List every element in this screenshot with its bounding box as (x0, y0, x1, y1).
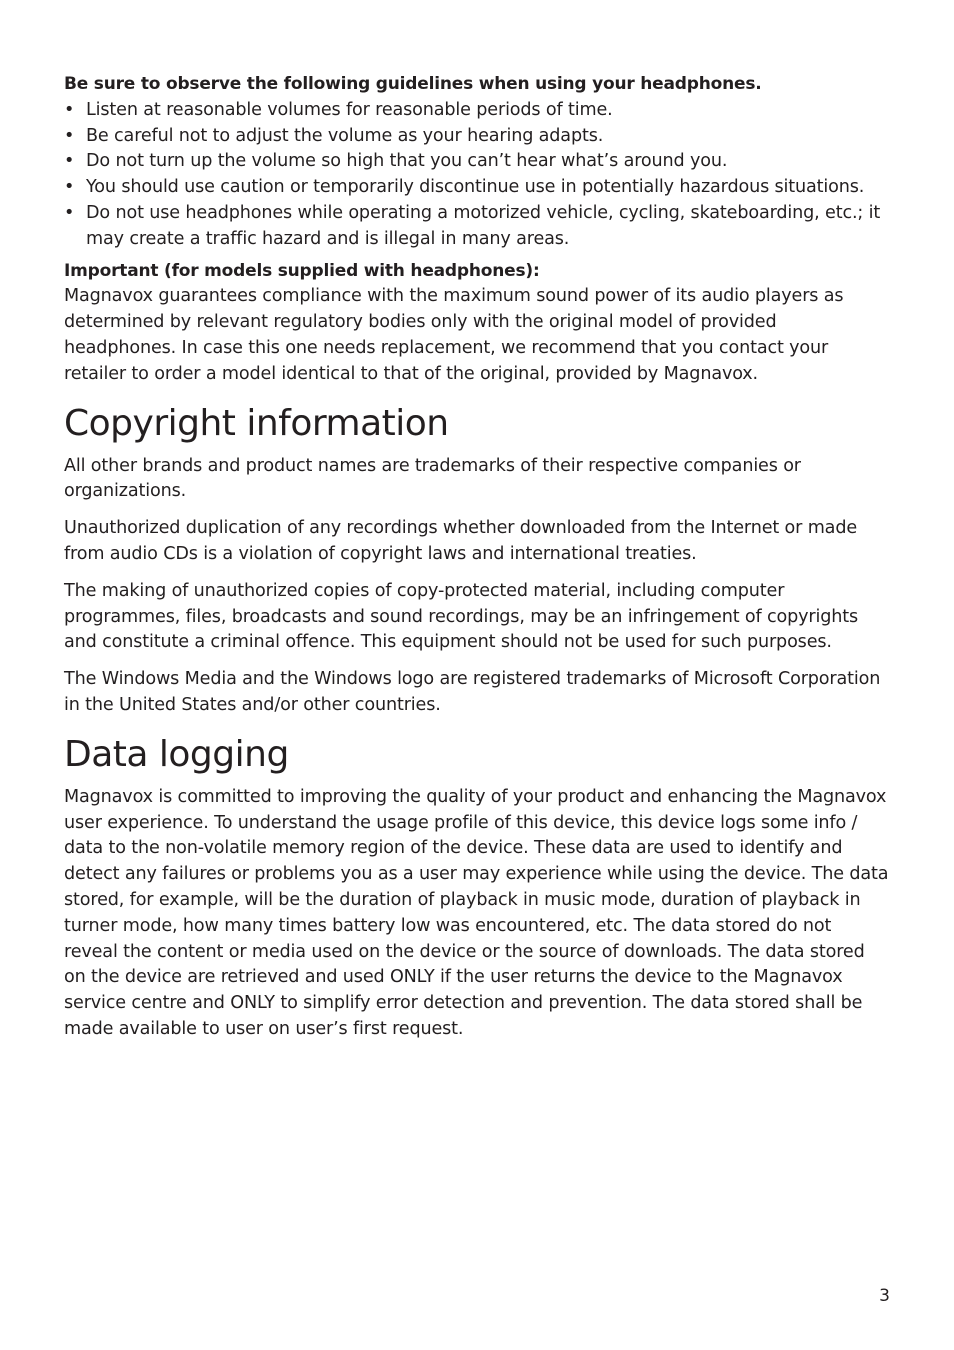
guideline-text: You should use caution or temporarily discontinue use in potentially hazardous situations. (86, 177, 865, 198)
copyright-paragraph: The making of unauthorized copies of copy-protected material, including computer programmes, files, broadcasts and sound recordings, may be an infringement of copyrights and constitute a criminal offence. This equipment should not be used for such purposes. (64, 580, 859, 653)
bullet-glyph: • (64, 99, 75, 120)
bullet-glyph: • (64, 125, 75, 146)
guideline-text: Be careful not to adjust the volume as your hearing adapts. (86, 125, 604, 146)
bullet-glyph: • (64, 151, 75, 172)
guidelines-list (64, 98, 890, 253)
guideline-item (64, 124, 890, 150)
guideline-text: Do not turn up the volume so high that you can’t hear what’s around you. (86, 151, 728, 172)
data-logging-text: Magnavox is committed to improving the quality of your product and enhancing the Magnavox user experience. To understand the usage profile of this device, this device logs some info / data to the non-volatile memory region of the device. These data are used to identify and detect any failures or problems you as a user may experience while using the device. The data stored, for example, will be the duration of playback in music mode, duration of playback in turner mode, how many times battery low was encountered, etc. The data stored do not reveal the content or media used on the device or the source of downloads. The data stored on the device are retrieved and used ONLY if the user returns the device to the Magnavox service centre and ONLY to simplify error detection and prevention. The data stored shall be made available to user on user’s first request. (64, 786, 889, 1039)
document-page (64, 72, 890, 1043)
guideline-item (64, 149, 890, 175)
guideline-item (64, 201, 890, 253)
bullet-glyph: • (64, 177, 75, 198)
copyright-paragraph: All other brands and product names are trademarks of their respective companies or organizations. (64, 455, 801, 502)
guidelines-heading: Be sure to observe the following guidelines when using your headphones. (64, 74, 762, 94)
copyright-paragraph: The Windows Media and the Windows logo are registered trademarks of Microsoft Corporation in the United States and/or other countries. (64, 669, 881, 715)
page-number: 3 (879, 1286, 890, 1306)
guideline-text: Listen at reasonable volumes for reasonable periods of time. (86, 99, 613, 120)
guideline-item (64, 98, 890, 124)
data-logging-title: Data logging (64, 733, 289, 775)
important-text: Magnavox guarantees compliance with the maximum sound power of its audio players as determined by relevant regulatory bodies only with the original model of provided headphones. In case this one needs replacement, we recommend that you contact your retailer to order a model identical to that of the original, provided by Magnavox. (64, 286, 844, 384)
copyright-paragraph: Unauthorized duplication of any recordings whether downloaded from the Internet or made from audio CDs is a violation of copyright laws and international treaties. (64, 518, 858, 564)
copyright-title: Copyright information (64, 402, 449, 444)
important-heading: Important (for models supplied with headphones): (64, 260, 540, 281)
bullet-glyph: • (64, 202, 75, 223)
guideline-item (64, 175, 890, 201)
guideline-text: Do not use headphones while operating a motorized vehicle, cycling, skateboarding, etc.; it may create a traffic hazard and is illegal in many areas. (86, 202, 881, 249)
